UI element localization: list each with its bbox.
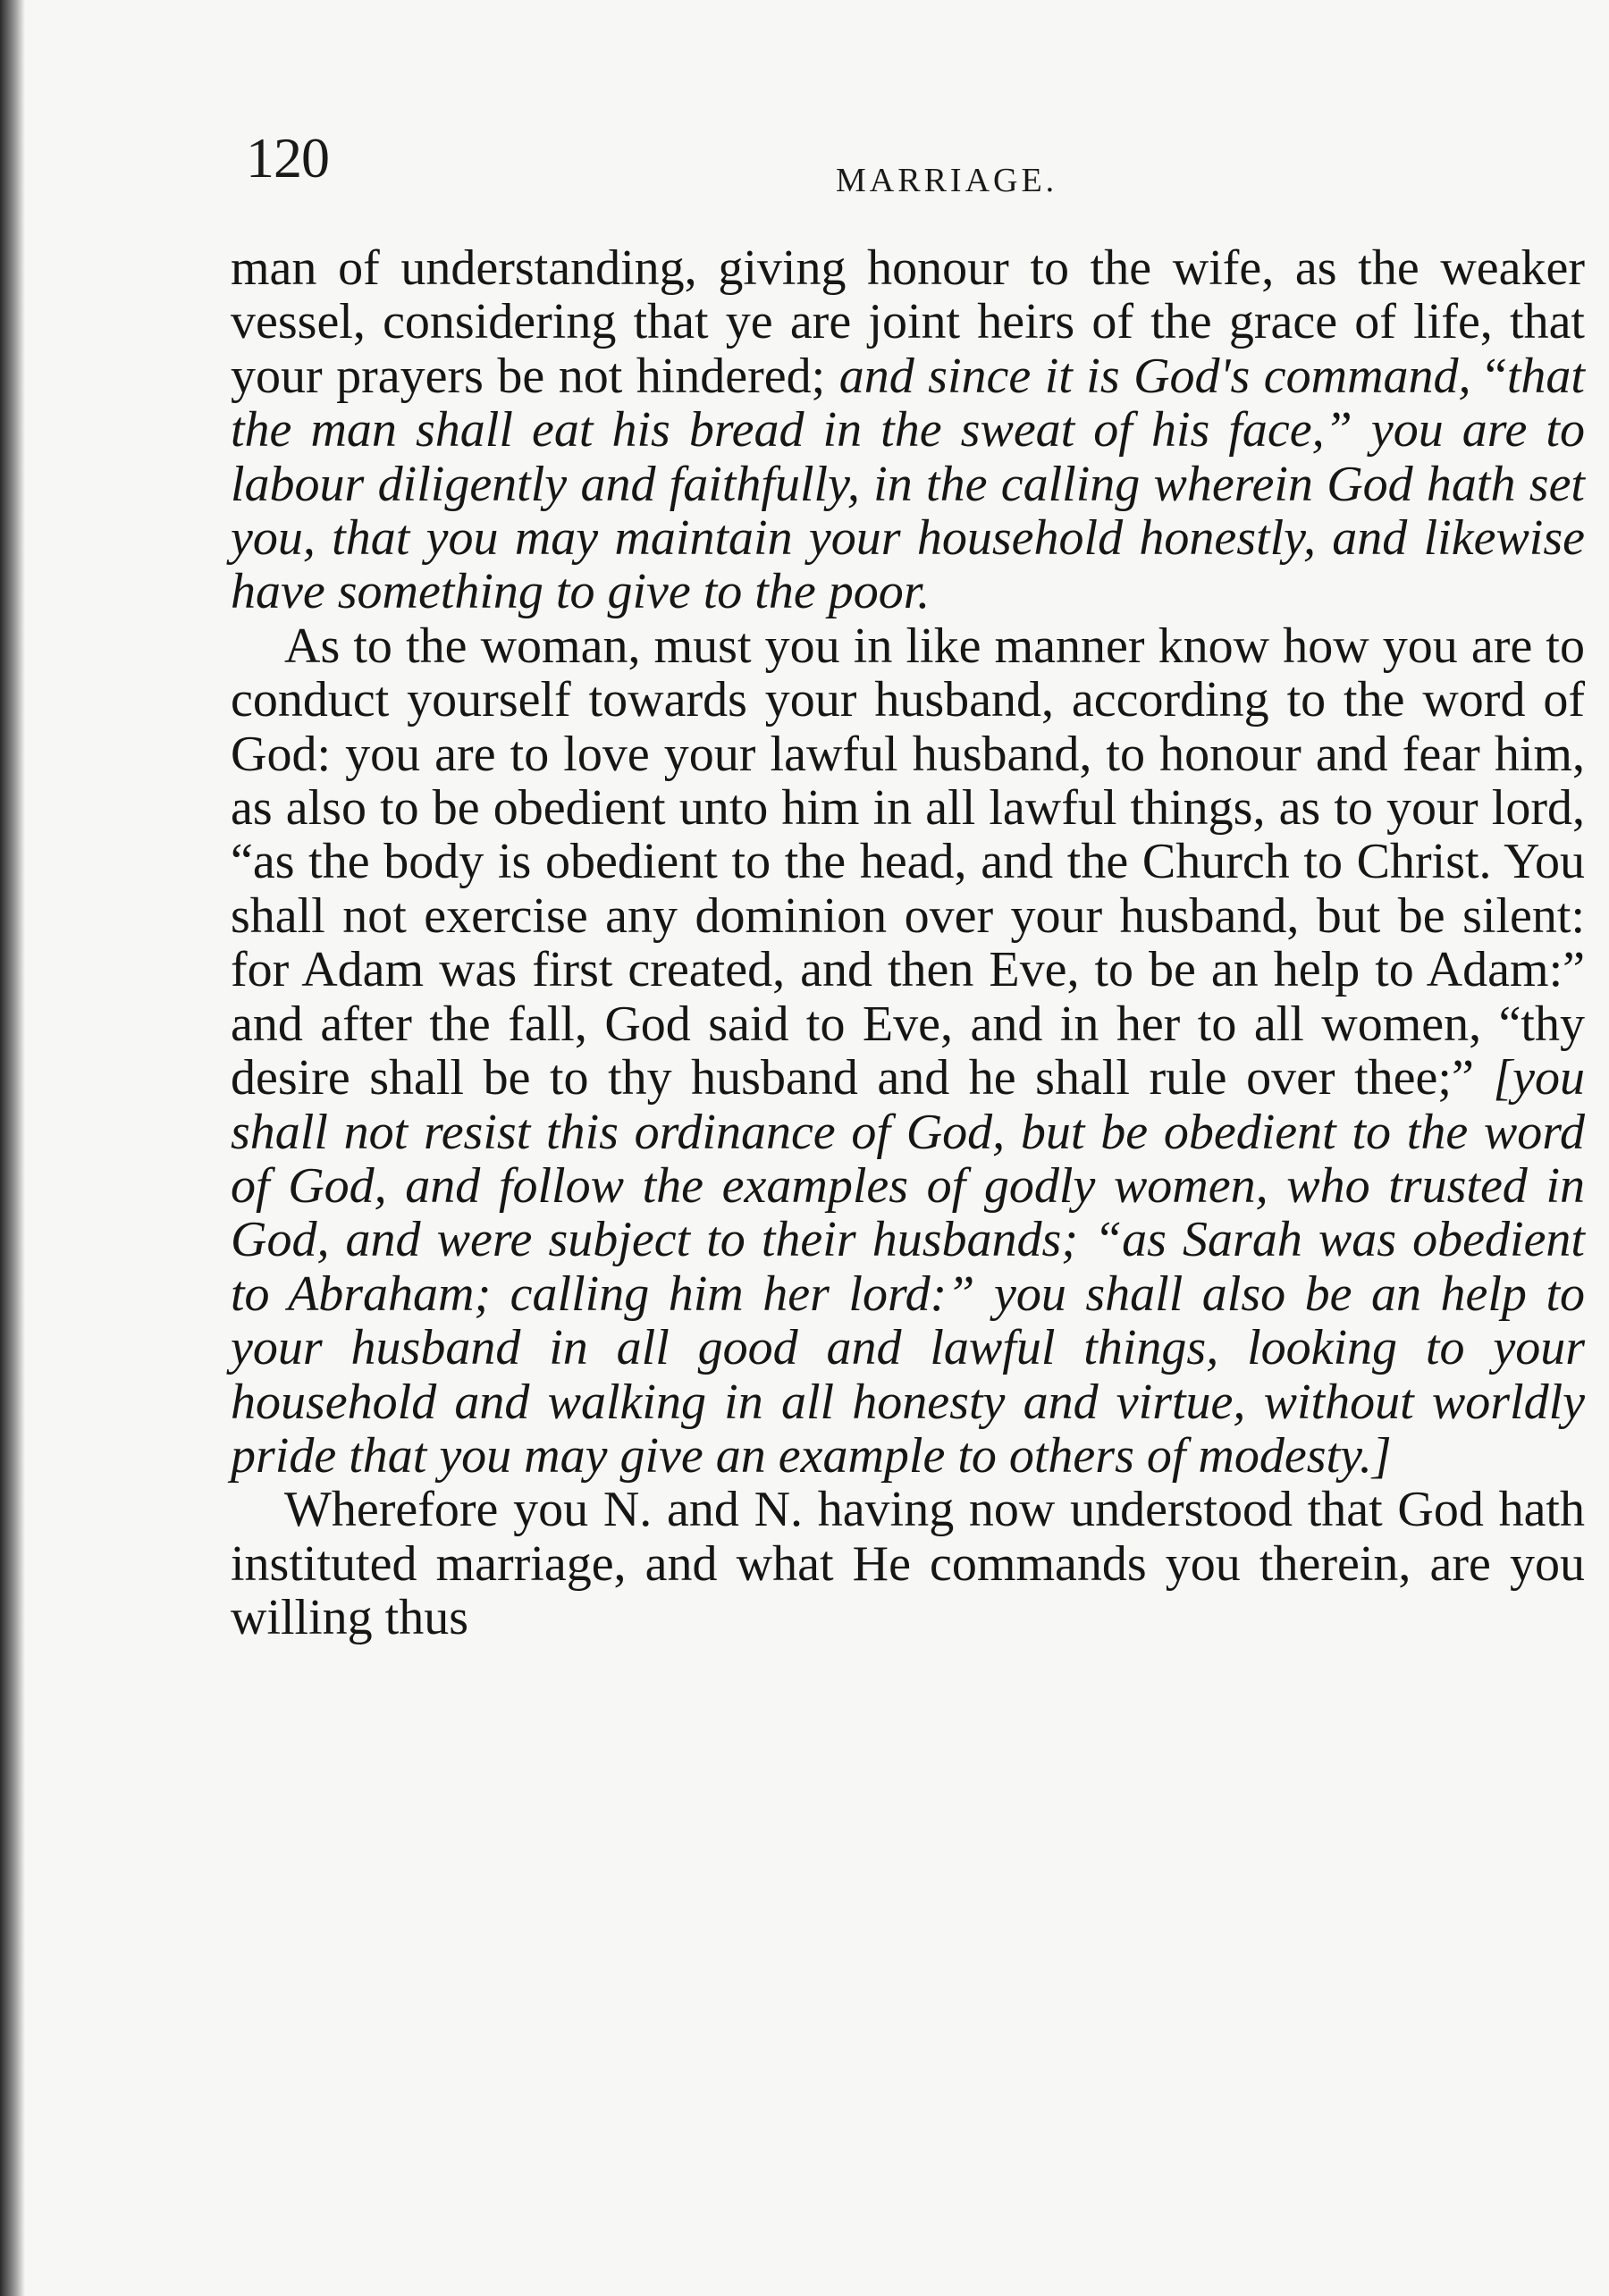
text-span: “ xyxy=(1470,348,1507,404)
body-text xyxy=(231,241,1585,1645)
text-span: Wherefore you N. and N. having now understood that God hath instituted marriage, and what He commands you therein, are you willing thus xyxy=(231,1482,1585,1646)
text-span: As to the woman, must you in like manner know how you are to conduct yourself towards your husband, according to the word of God: you are to love your lawful husband, to honour and fear him, as also to be obedient unto him in all lawful things, as to your lord, “as the body is obedient to the head, and the Church to Christ. You shall not exercise any dominion over your husband, but be silent: for Adam was first created, and then Eve, to be an help to Adam:” and after the fall, God said to Eve, and in her to all women, “thy desire shall be to thy husband and he shall rule over thee;” xyxy=(231,618,1585,1106)
text-span: man of understanding, giving honour to the wife, as the weaker vessel, considering that ye are joint heirs of the grace of life, that your prayers be not hindered; xyxy=(231,240,1585,404)
italic-text-span: [you shall not resist this ordinance of God, but be obedient to the word of God, and follow the examples of godly women, who trusted in God, and were subject to their husbands; “as Sarah was obedient to Abraham; calling him her lord:” you shall also be an help to your husband in all good and lawful things, looking to your household and walking in all honesty and virtue, without worldly pride that you may give an example to others of modesty.] xyxy=(231,1050,1585,1484)
paragraph xyxy=(231,619,1585,1484)
italic-text-span: and since it is God's command, xyxy=(838,348,1471,404)
paragraph xyxy=(231,241,1585,619)
page-edge-shadow xyxy=(0,0,25,2296)
page-number: 120 xyxy=(246,126,329,189)
italic-text-span: that the man shall eat his bread in the sweat of his face,” you are to labour diligently and faithfully, in the calling wherein God hath set you, that you may maintain your household honestly, and likewise have something to give to the poor. xyxy=(231,348,1585,620)
running-head: MARRIAGE. xyxy=(836,162,1058,199)
page-header xyxy=(246,125,1600,197)
paragraph xyxy=(231,1483,1585,1644)
